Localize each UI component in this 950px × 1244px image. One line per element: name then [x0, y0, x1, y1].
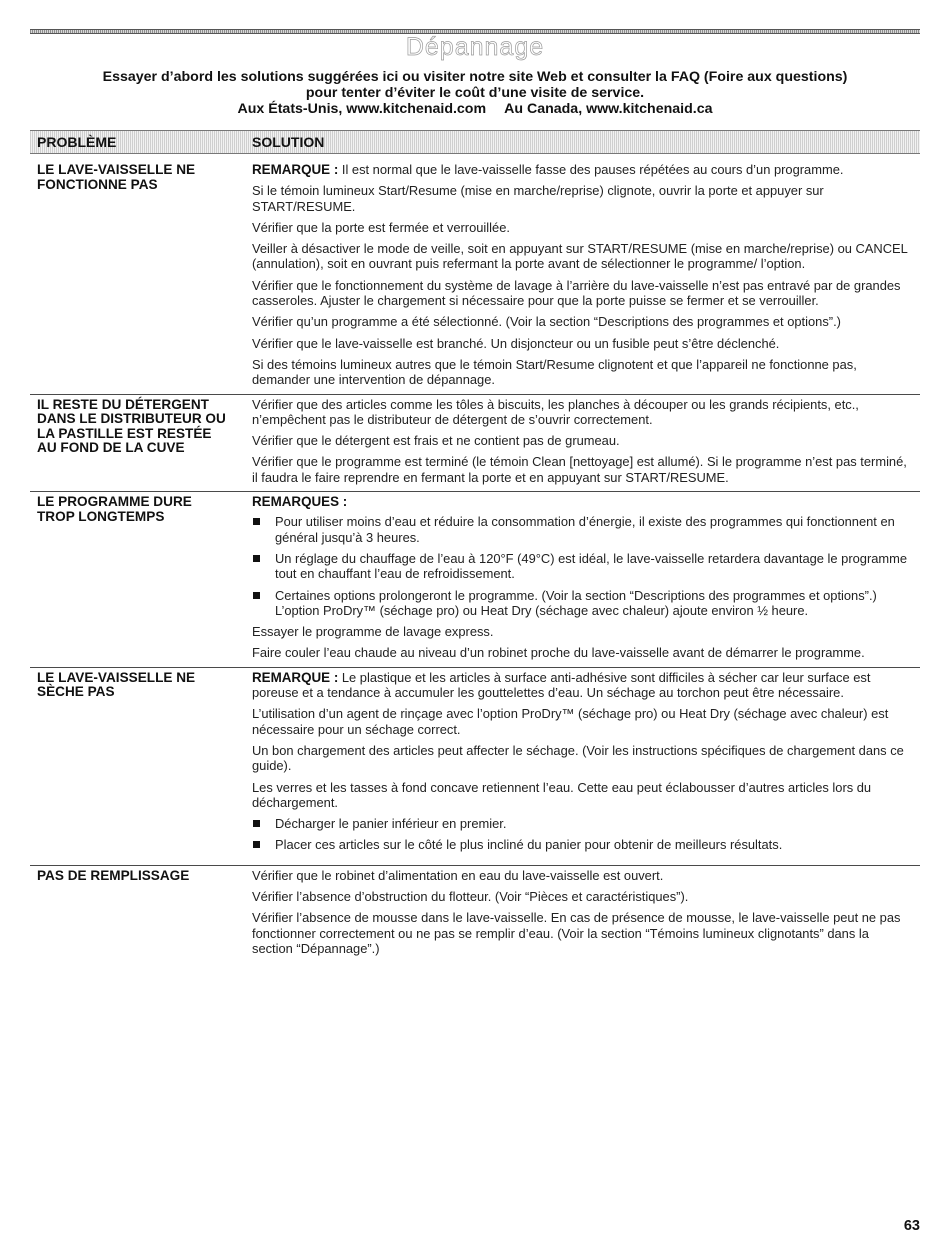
problem-line: LE LAVE-VAISSELLE NE — [37, 669, 196, 685]
solution-paragraph: Si des témoins lumineux autres que le témoin Start/Resume clignotent et que l’appareil ne fonctionne pas, demander une intervention de dépannage. — [252, 356, 857, 388]
bullet-item — [252, 816, 912, 831]
solution-paragraph: L’utilisation d’un agent de rinçage avec l’option ProDry™ (séchage pro) ou Heat Dry (séchage avec chaleur) est nécessaire pour un séchage correct. — [252, 706, 889, 737]
remark-text: Le plastique et les articles à surface anti-adhésive sont difficiles à sécher car leur surface est poreuse et a tendance à accumuler les gouttelettes d’eau. Un séchage au torchon peut être nécessaire. — [252, 669, 871, 701]
solution-paragraph: Vérifier que la porte est fermée et verrouillée. — [252, 219, 510, 235]
solution-paragraph: Vérifier que le lave-vaisselle est branché. Un disjoncteur ou un fusible peut s’être déclenché. — [252, 335, 780, 351]
table-row — [30, 395, 920, 492]
solution-cell — [252, 494, 920, 661]
solution-cell — [252, 670, 920, 859]
remark-label: REMARQUE : — [252, 669, 339, 685]
bullet-text: Pour utiliser moins d’eau et réduire la consommation d’énergie, il existe des programmes qui fonctionnent en général jusqu’à 3 heures. — [275, 514, 895, 545]
table-header — [30, 130, 920, 154]
bullet-item — [252, 588, 912, 619]
problem-cell — [30, 494, 252, 661]
problem-line: TROP LONGTEMPS — [37, 508, 165, 524]
bullet-text: Un réglage du chauffage de l’eau à 120°F (49°C) est idéal, le lave-vaisselle retardera davantage le programme tout en chauffant l’eau de refroidissement. — [275, 550, 908, 582]
bullet-square-icon — [253, 555, 260, 562]
problem-line: FONCTIONNE PAS — [37, 176, 158, 192]
solution-cell — [252, 397, 920, 485]
solution-cell — [252, 868, 920, 956]
table-row — [30, 668, 920, 866]
problem-line: DANS LE DISTRIBUTEUR OU — [37, 411, 226, 427]
bullet-item — [252, 514, 912, 545]
table-row — [30, 492, 920, 668]
remarks-heading: REMARQUES : — [252, 494, 348, 510]
bullet-item — [252, 551, 912, 582]
bullet-square-icon — [253, 820, 260, 827]
solution-paragraph: Un bon chargement des articles peut affecter le séchage. (Voir les instructions spécifiques de chargement dans ce guide). — [252, 742, 904, 774]
troubleshooting-table — [30, 160, 920, 962]
remark-text: Il est normal que le lave-vaisselle fasse des pauses répétées au cours d’un programme. — [338, 162, 844, 177]
solution-paragraph: Veiller à désactiver le mode de veille, soit en appuyant sur START/RESUME (mise en marche/reprise) ou CANCEL (annulation), soit en ouvrant puis refermant la porte avant de sélectionner le programme/ l’option. — [252, 241, 908, 272]
problem-cell — [30, 868, 252, 956]
problem-line: SÈCHE PAS — [37, 684, 115, 700]
bullet-text: Certaines options prolongeront le programme. (Voir la section “Descriptions des programmes et options”.) L’option ProDry™ (séchage pro) ou Heat Dry (séchage avec chaleur) ajoute environ ½ heure. — [275, 587, 877, 618]
solution-paragraph: Vérifier que le programme est terminé (le témoin Clean [nettoyage] est allumé). Si le programme n’est pas terminé, il faudra le faire reprendre en fermant la porte et en appuyant sur START/RESUME. — [252, 454, 907, 485]
intro-ca-site: Au Canada, www.kitchenaid.ca — [504, 101, 713, 117]
problem-cell — [30, 397, 252, 485]
solution-paragraph: Faire couler l’eau chaude au niveau d’un robinet proche du lave-vaisselle avant de démarrer le programme. — [252, 645, 865, 661]
solution-paragraph: Vérifier que le détergent est frais et ne contient pas de grumeau. — [252, 433, 620, 449]
page-number: 63 — [903, 1218, 920, 1234]
header-solution: SOLUTION — [252, 134, 325, 150]
solution-paragraph: Vérifier l’absence d’obstruction du flotteur. (Voir “Pièces et caractéristiques”). — [252, 888, 689, 904]
problem-line: LA PASTILLE EST RESTÉE — [37, 425, 212, 441]
intro-us-site: Aux États-Unis, www.kitchenaid.com — [237, 101, 487, 117]
bullet-text: Décharger le panier inférieur en premier. — [275, 816, 507, 832]
problem-line: LE PROGRAMME DURE — [37, 494, 192, 510]
bullet-square-icon — [253, 592, 260, 599]
bullet-square-icon — [253, 518, 260, 525]
solution-paragraph: Vérifier que des articles comme les tôles à biscuits, les planches à découper ou les grands récipients, etc., n’empêchent pas le distributeur de détergent de s’ouvrir correctement. — [252, 396, 859, 427]
bullet-square-icon — [253, 841, 260, 848]
intro-block — [30, 69, 920, 117]
problem-cell — [30, 162, 252, 388]
solution-paragraph: Vérifier que le fonctionnement du système de lavage à l’arrière du lave-vaisselle n’est pas entravé par de grandes casseroles. Ajuster le chargement si nécessaire pour que la porte puisse se fermer et se verrouiller. — [252, 277, 901, 309]
header-problem: PROBLÈME — [37, 134, 117, 150]
solution-paragraph: Vérifier que le robinet d’alimentation en eau du lave-vaisselle est ouvert. — [252, 867, 664, 883]
table-row — [30, 866, 920, 962]
problem-cell — [30, 670, 252, 859]
problem-line: IL RESTE DU DÉTERGENT — [37, 396, 209, 412]
intro-line-2: pour tenter d’éviter le coût d’une visite de service. — [305, 85, 645, 101]
solution-paragraph: Essayer le programme de lavage express. — [252, 624, 494, 640]
solution-cell — [252, 162, 920, 388]
solution-paragraph — [252, 162, 912, 177]
solution-paragraph: Vérifier qu’un programme a été sélectionné. (Voir la section “Descriptions des programmes et options”.) — [252, 314, 841, 330]
bullet-item — [252, 837, 912, 852]
bullet-text: Placer ces articles sur le côté le plus incliné du panier pour obtenir de meilleurs résultats. — [275, 837, 783, 853]
page-title: Dépannage — [405, 33, 545, 61]
table-row — [30, 160, 920, 395]
problem-line: PAS DE REMPLISSAGE — [37, 867, 190, 883]
solution-paragraph: Vérifier l’absence de mousse dans le lave-vaisselle. En cas de présence de mousse, le lave-vaisselle peut ne pas fonctionner correctement ou ne pas se remplir d’eau. (Voir la section “Témoins lumineux clignotants” dans la section “Dépannage”.) — [252, 910, 901, 956]
intro-line-1: Essayer d’abord les solutions suggérées ici ou visiter notre site Web et consulter la FAQ (Foire aux questions) — [102, 69, 848, 85]
solution-paragraph: Si le témoin lumineux Start/Resume (mise en marche/reprise) clignote, ouvrir la porte et appuyer sur START/RESUME. — [252, 183, 824, 214]
intro-line-3 — [30, 101, 920, 117]
solution-paragraph — [252, 670, 912, 701]
solution-paragraph: Les verres et les tasses à fond concave retiennent l’eau. Cette eau peut éclabousser d’autres articles lors du déchargement. — [252, 779, 872, 810]
remark-label: REMARQUE : — [252, 162, 339, 177]
problem-line: AU FOND DE LA CUVE — [37, 440, 185, 456]
problem-line: LE LAVE-VAISSELLE NE — [37, 162, 196, 177]
